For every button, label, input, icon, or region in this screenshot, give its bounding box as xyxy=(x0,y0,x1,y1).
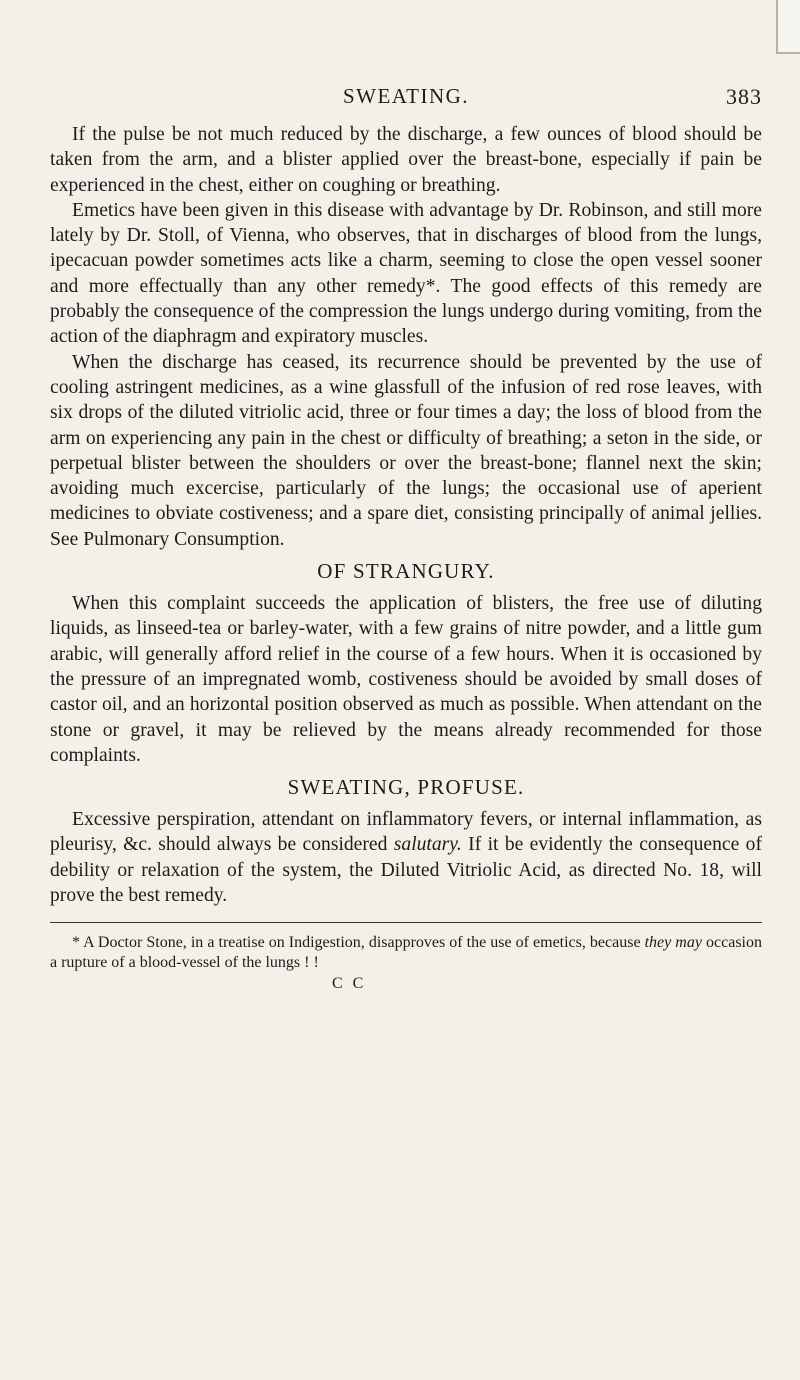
paragraph-2: Emetics have been given in this disease with advantage by Dr. Robinson, and still more lately by Dr. Stoll, of Vienna, who observes, that in discharges of blood from the lungs, ipecacuan powder sometimes acts like a charm, seeming to close the open vessel sooner and more effectually than any other remedy*. The good effects of this remedy are probably the consequence of the compression the lungs undergo during vomiting, from the action of the diaphragm and expiratory muscles. xyxy=(50,199,762,348)
book-page xyxy=(50,84,762,993)
paragraph-5-italic: salutary. xyxy=(393,834,462,856)
paragraph-3: When the discharge has ceased, its recurrence should be prevented by the use of cooling astringent medicines, as a wine glassfull of the infusion of red rose leaves, with six drops of the diluted vitriolic acid, three or four times a day; the loss of blood from the arm on experiencing any pain in the chest or difficulty of breathing; a seton in the side, or perpetual blister between the shoulders or over the breast-bone; flannel next the skin; avoiding much excercise, particularly of the lungs; the occasional use of aperient medicines to obviate costiveness; and a spare diet, consisting principally of animal jellies. See Pulmonary Consumption. xyxy=(50,351,762,550)
paragraph-5-text-a: Excessive perspiration, attendant on inflammatory fevers, or internal inflammation, as pleurisy, &c. should always be considered xyxy=(50,809,762,856)
footnote-text-a: * A Doctor Stone, in a treatise on Indigestion, disapproves of the use of emetics, because xyxy=(72,934,645,952)
running-title: SWEATING. xyxy=(342,84,470,108)
paragraph-5 xyxy=(50,807,762,908)
signature-mark: C C xyxy=(332,975,367,993)
paragraph-1: If the pulse be not much reduced by the discharge, a few ounces of blood should be taken from the arm, and a blister applied over the breast-bone, especially if pain be experienced in the chest, either on coughing or breathing. xyxy=(50,124,762,196)
running-head xyxy=(50,84,762,118)
paragraph-4: When this complaint succeeds the application of blisters, the free use of diluting liquids, as linseed-tea or barley-water, with a few grains of nitre powder, and a little gum arabic, will generally afford relief in the course of a few hours. When it is occasioned by the pressure of an impregnated womb, costiveness should be avoided by small doses of castor oil, and an horizontal position observed as much as possible. When attendant on the stone or gravel, it may be relieved by the means already recommended for those complaints. xyxy=(50,593,762,766)
footnote-italic: they may xyxy=(644,934,702,952)
footnote-divider xyxy=(50,922,762,923)
heading-strangury: OF STRANGURY. xyxy=(317,559,495,584)
page-corner-mark xyxy=(776,0,800,54)
paragraph-5-text-b: If it be evidently the consequence of debility or relaxation of the system, the Diluted Vitriolic Acid, as directed No. 18, will prove the best remedy. xyxy=(50,834,763,907)
footnote xyxy=(50,933,762,973)
footnote-text-b: occasion a rupture of a blood-vessel of the lungs ! ! xyxy=(50,934,762,972)
heading-sweating-profuse: SWEATING, PROFUSE. xyxy=(287,775,525,800)
page-number: 383 xyxy=(726,84,762,109)
